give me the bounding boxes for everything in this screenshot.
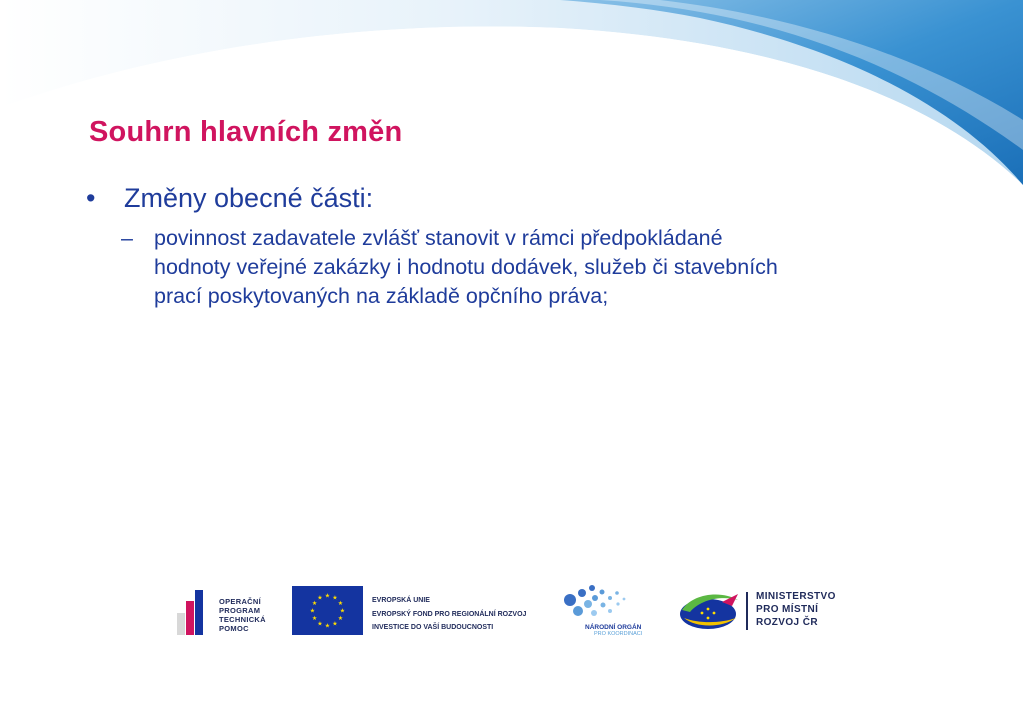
eu-star-icon: ★ [324, 623, 331, 630]
bullet-text: Změny obecné části: [124, 183, 374, 213]
dots-icon [558, 584, 650, 624]
eu-star-icon: ★ [332, 621, 338, 628]
eu-star-icon: ★ [309, 608, 316, 615]
eu-logo-line: EVROPSKÝ FOND PRO REGIONÁLNÍ ROZVOJ [372, 610, 527, 618]
eu-star-icon: ★ [337, 601, 344, 607]
op-logo-line: TECHNICKÁ [219, 615, 266, 624]
sub-bullet-line: prací poskytovaných na základě opčního práva; [154, 284, 609, 308]
eu-logo-line: INVESTICE DO VAŠÍ BUDOUCNOSTI [372, 624, 494, 631]
eu-star-icon: ★ [311, 601, 318, 607]
eu-star-icon: ★ [337, 616, 344, 622]
op-bars-icon [177, 587, 217, 637]
slide-title: Souhrn hlavních změn [89, 116, 403, 148]
mmr-logo-text [756, 590, 836, 629]
eu-star-icon: ★ [339, 608, 346, 615]
mmr-divider [746, 592, 748, 630]
bullet-marker: • [86, 183, 96, 213]
sub-bullet-marker: – [121, 226, 133, 250]
op-technical-assistance-logo [177, 587, 277, 637]
sub-bullet-line: hodnoty veřejné zakázky i hodnotu dodávek, služeb či stavebních [154, 255, 778, 279]
op-logo-line: OPERAČNÍ [219, 597, 261, 606]
mmr-logo-line: MINISTERSTVO [756, 591, 836, 602]
no-logo-name: NÁRODNÍ ORGÁN [585, 624, 642, 631]
mmr-logo-line: ROZVOJ ČR [756, 617, 818, 628]
eu-star-icon: ★ [311, 616, 318, 622]
eu-star-icon: ★ [317, 621, 323, 628]
footer-logos [0, 582, 1023, 642]
mmr-emblem-icon [678, 588, 744, 634]
mmr-logo-line: PRO MÍSTNÍ [756, 604, 819, 615]
no-logo-sub: PRO KOORDINACI [594, 631, 643, 637]
sub-bullet-text [154, 224, 954, 311]
op-logo-line: POMOC [219, 624, 249, 633]
op-logo-line: PROGRAM [219, 606, 261, 615]
eu-logo-line: EVROPSKÁ UNIE [372, 597, 430, 604]
eu-flag-icon [292, 586, 363, 635]
op-logo-text [219, 597, 266, 633]
eu-star-icon: ★ [317, 595, 323, 602]
eu-logo-text [372, 594, 526, 635]
eu-star-icon: ★ [332, 595, 338, 602]
sub-bullet-line: povinnost zadavatele zvlášť stanovit v rámci předpokládané [154, 226, 723, 250]
national-coordination-authority-logo [558, 584, 650, 640]
eu-star-icon: ★ [324, 593, 331, 600]
